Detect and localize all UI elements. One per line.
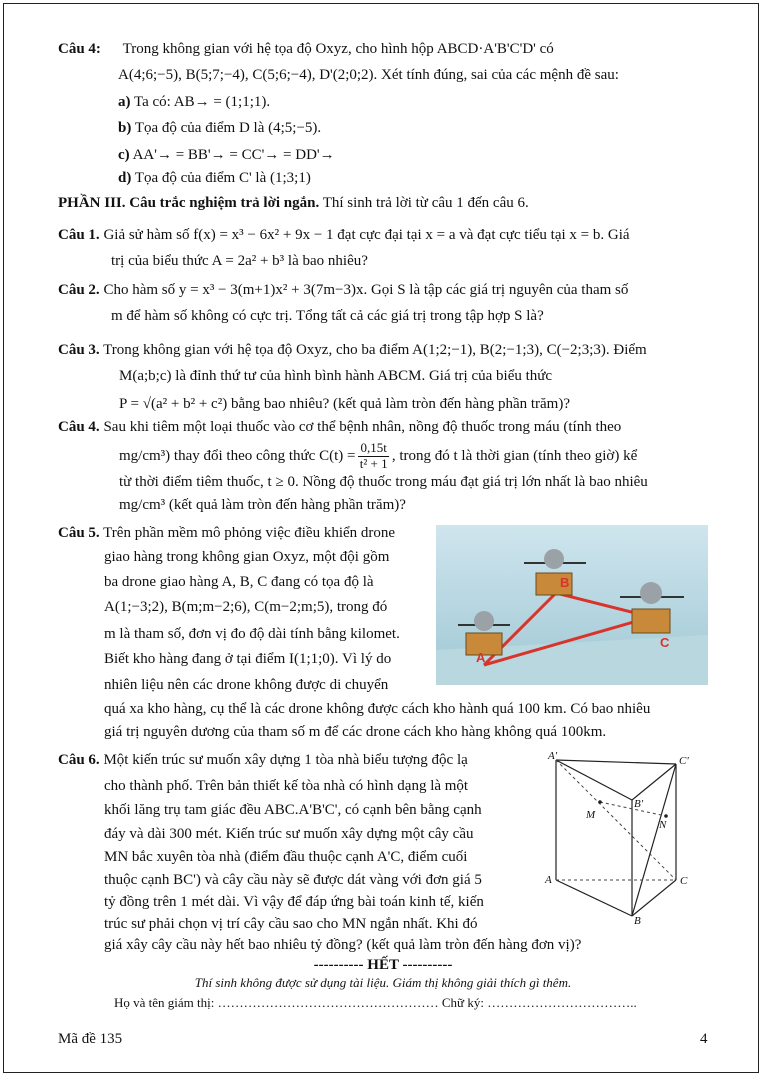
c5-line-4: A(1;−3;2), B(m;m−2;6), C(m−2;m;5), trong đó [104, 599, 388, 615]
proctor-line: Họ và tên giám thị: …………………………………………… Chữ ký: …………………………….. [114, 995, 637, 1010]
c1-line-1: Câu 1. Giả sử hàm số f(x) = x³ − 6x² + 9x − 1 đạt cực đại tại x = a và đạt cực tiểu tại x = b. Giá [58, 227, 630, 243]
c3-line-3: P = √(a² + b² + c²) bằng bao nhiêu? (kết quả làm tròn đến hàng phần trăm)? [119, 396, 570, 412]
q4-option-b: b) Tọa độ của điểm D là (4;5;−5). [118, 120, 322, 136]
prism-label-a: A [545, 874, 552, 886]
prism-label-n: N [659, 819, 667, 831]
prism-label-a1: A' [548, 752, 558, 762]
prism-label-c1: C' [679, 755, 689, 767]
prism-figure [540, 752, 700, 924]
c5-line-6: Biết kho hàng đang ở tại điểm I(1;1;0). Vì lý do [104, 651, 392, 667]
page-number: 4 [700, 1031, 708, 1047]
c6-line-4: đáy và dài 300 mét. Kiến trúc sư muốn xây dựng một cây cầu [104, 826, 474, 842]
q4-option-c: c) AA'→ = BB'→ = CC'→ = DD'→ [118, 147, 335, 163]
c1-line-2: trị của biểu thức A = 2a² + b³ là bao nhiêu? [111, 253, 368, 269]
drone-label-b: B [560, 575, 570, 590]
exam-note: Thí sinh không được sử dụng tài liệu. Giám thị không giải thích gì thêm. [194, 975, 572, 990]
c6-line-9: giá xây cây cầu này hết bao nhiêu tỷ đồng? (kết quả làm tròn đến hàng đơn vị)? [104, 937, 582, 953]
c4-line-3: từ thời điểm tiêm thuốc, t ≥ 0. Nồng độ thuốc trong máu đạt giá trị lớn nhất là bao nhiêu [119, 474, 648, 490]
c4-line-4: mg/cm³ (kết quả làm tròn đến hàng phần trăm)? [119, 497, 406, 513]
drone-label-c: C [660, 635, 670, 650]
c5-line-3: ba drone giao hàng A, B, C đang có tọa độ là [104, 574, 374, 590]
c4-line-2: mg/cm³) thay đổi theo công thức C(t) = $\frac{0,15t}{\text{t² + 1}}$ , trong đó t là thời gian (tính theo giờ) kể [119, 440, 638, 471]
c5-line-9: giá trị nguyên dương của tham số m để các drone cách kho hàng không quá 100km. [104, 724, 607, 740]
c5-line-2: giao hàng trong không gian Oxyz, một đội gồm [104, 549, 390, 565]
c3-line-1: Câu 3. Trong không gian với hệ tọa độ Oxyz, cho ba điểm A(1;2;−1), B(2;−1;3), C(−2;3;3). Điểm [58, 342, 647, 358]
c4-line-1: Câu 4. Sau khi tiêm một loại thuốc vào cơ thể bệnh nhân, nồng độ thuốc trong máu (tính theo [58, 419, 622, 435]
c6-line-6: thuộc cạnh BC') và cây cầu này sẽ được dát vàng với đơn giá 5 [104, 872, 482, 888]
exam-code: Mã đề 135 [58, 1031, 123, 1047]
prism-label-b: B [634, 915, 641, 924]
c6-line-7: tỷ đồng trên 1 mét dài. Vì vậy để đáp ứng bài toán kinh tế, kiến [104, 894, 484, 910]
c2-line-1: Câu 2. Cho hàm số y = x³ − 3(m+1)x² + 3(7m−3)x. Gọi S là tập các giá trị nguyên của tham số [58, 282, 629, 298]
q4-text-1: Trong không gian với hệ tọa độ Oxyz, cho hình hộp ABCD·A'B'C'D' có [122, 41, 554, 57]
q4-option-d: d) Tọa độ của điểm C' là (1;3;1) [118, 170, 311, 186]
c5-line-8: quá xa kho hàng, cụ thể là các drone không được cách kho hành quá 100 km. Có bao nhiêu [104, 701, 651, 717]
c6-line-2: cho thành phố. Trên bản thiết kế tòa nhà có hình dạng là một [104, 778, 469, 794]
prism-label-c: C [680, 875, 688, 887]
c6-line-5: MN bắc xuyên tòa nhà (điểm đầu thuộc cạnh A'C, điểm cuối [104, 849, 468, 865]
c5-line-7: nhiên liệu nên các drone không được di chuyển [104, 677, 389, 693]
q4-line-1 [58, 40, 554, 59]
c6-line-3: khối lăng trụ tam giác đều ABC.A'B'C', có cạnh bên bằng cạnh [104, 802, 482, 818]
q4-label: Câu 4: [58, 41, 101, 57]
part3-heading: PHẦN III. Câu trắc nghiệm trả lời ngắn. Thí sinh trả lời từ câu 1 đến câu 6. [58, 195, 529, 211]
drone-figure [436, 525, 708, 685]
prism-label-b1: B' [634, 798, 644, 810]
drone-label-a: A [476, 650, 486, 665]
prism-label-m: M [586, 809, 596, 821]
c5-line-1: Câu 5. Trên phần mềm mô phỏng việc điều khiển drone [58, 525, 396, 541]
c5-line-5: m là tham số, đơn vị đo độ dài tính bằng kilomet. [104, 626, 400, 642]
c3-line-2: M(a;b;c) là đỉnh thứ tư của hình bình hành ABCM. Giá trị của biểu thức [119, 368, 553, 384]
c4-fraction: $\frac{0,15t}{\text{t² + 1}}$ [359, 440, 388, 471]
q4-text-2: A(4;6;−5), B(5;7;−4), C(5;6;−4), D'(2;0;2). Xét tính đúng, sai của các mệnh đề sau: [118, 67, 619, 83]
c2-line-2: m để hàm số không có cực trị. Tổng tất cả các giá trị trong tập hợp S là? [111, 308, 544, 324]
c6-line-1: Câu 6. Một kiến trúc sư muốn xây dựng 1 tòa nhà biểu tượng độc lạ [58, 752, 468, 768]
end-marker: ---------- HẾT ---------- [313, 957, 453, 973]
q4-option-a: a) Ta có: AB→ = (1;1;1). [118, 94, 271, 110]
c6-line-8: trúc sư phải chọn vị trí cây cầu sao cho MN ngắn nhất. Khi đó [104, 916, 478, 932]
